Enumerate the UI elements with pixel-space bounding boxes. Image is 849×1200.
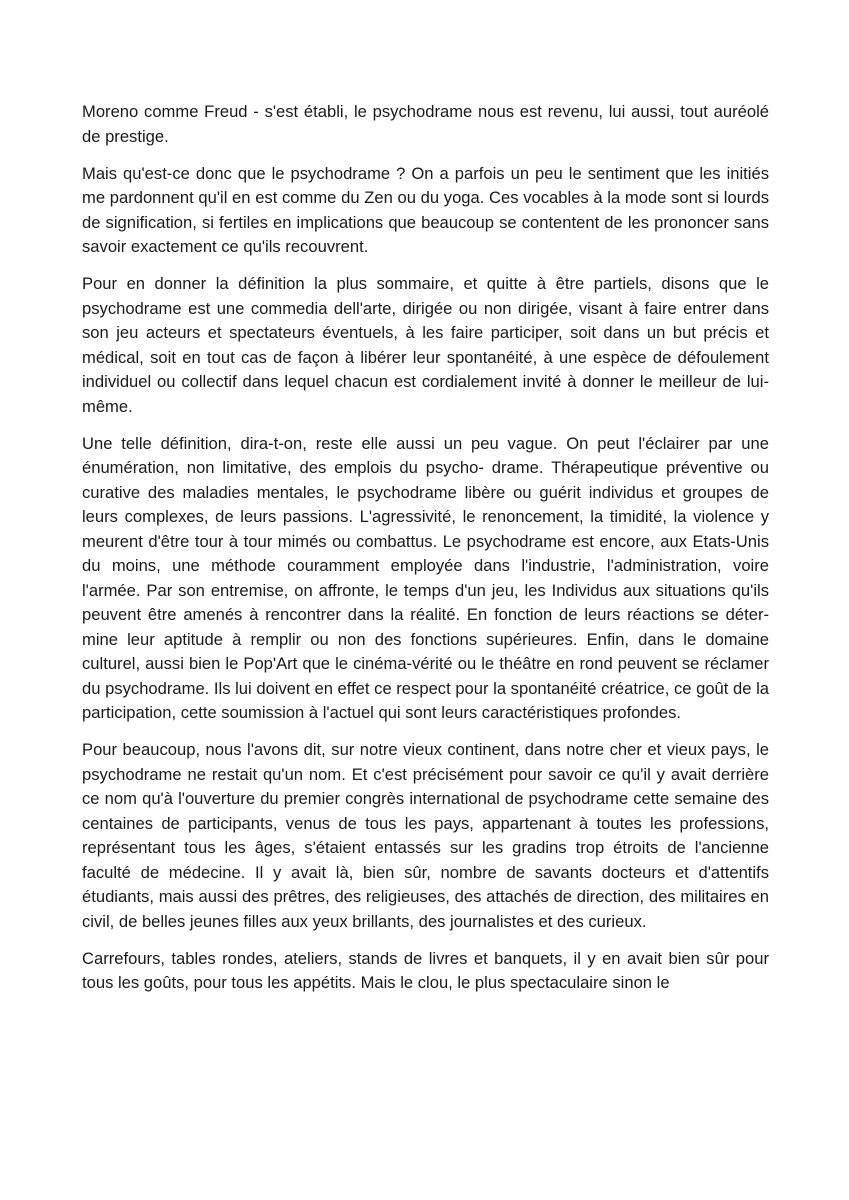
paragraph: Mais qu'est-ce donc que le psychodrame ? On a parfois un peu le sentiment que les initiés me pardonnent qu'il en est comme du Zen ou du yoga. Ces vocables à la mode sont si lourds de signification, si fertiles en implications que beaucoup se contentent de les prononcer sans savoir exactement ce qu'ils recouvrent. [82,163,769,256]
paragraph: Pour en donner la définition la plus sommaire, et quitte à être partiels, disons que le psychodrame est une commedia dell'arte, dirigée ou non dirigée, visant à faire entrer dans son jeu acteurs et spectateurs éventuels, à les faire participer, soit dans un but précis et médical, soit en tout cas de façon à libérer leur spontanéité, à une espèce de défoulement individuel ou collectif dans lequel chacun est cordialement invité à donner le meilleur de lui-même. [82,274,769,416]
paragraph: Moreno comme Freud - s'est établi, le psychodrame nous est revenu, lui aussi, tout auréolé de prestige. [82,102,769,146]
paragraph: Une telle définition, dira-t-on, reste elle aussi un peu vague. On peut l'éclairer par une énumération, non limitative, des emplois du psycho- drame. Thérapeutique préventive ou curative des maladies mentales, le psychodrame libère ou guérit individus et groupes de leurs complexes, de leurs passions. L'agressivité, le renoncement, la timidité, la violence y meurent d'être tour à tour mimés ou combattus. Le psychodrame est encore, aux Etats-Unis du moins, une méthode couramment employée dans l'industrie, l'administration, voire l'armée. Par son entremise, on affronte, le temps d'un jeu, les Individus aux situations qu'ils peuvent être amenés à rencontrer dans la réalité. En fonction de leurs réactions se déter- mine leur aptitude à remplir ou non des fonctions supérieures. Enfin, dans le domaine culturel, aussi bien le Pop'Art que le cinéma-vérité ou le théâtre en rond peuvent se réclamer du psychodrame. Ils lui doivent en effet ce respect pour la spontanéité créatrice, ce goût de la participation, cette soumission à l'actuel qui sont leurs caractéristiques profondes. [82,433,769,722]
paragraph: Carrefours, tables rondes, ateliers, stands de livres et banquets, il y en avait bien sûr pour tous les goûts, pour tous les appétits. Mais le clou, le plus spectaculaire sinon le [82,948,769,992]
paragraph: Pour beaucoup, nous l'avons dit, sur notre vieux continent, dans notre cher et vieux pays, le psychodrame ne restait qu'un nom. Et c'est précisément pour savoir ce qu'il y avait derrière ce nom qu'à l'ouverture du premier congrès international de psychodrame cette semaine des centaines de participants, venus de tous les pays, appartenant à toutes les professions, représentant tous les âges, s'étaient entassés sur les gradins trop étroits de l'ancienne faculté de médecine. Il y avait là, bien sûr, nombre de savants docteurs et d'attentifs étudiants, mais aussi des prêtres, des religieuses, des attachés de direction, des militaires en civil, de belles jeunes filles aux yeux brillants, des journalistes et des curieux. [82,740,769,931]
document-page [82,100,769,1008]
